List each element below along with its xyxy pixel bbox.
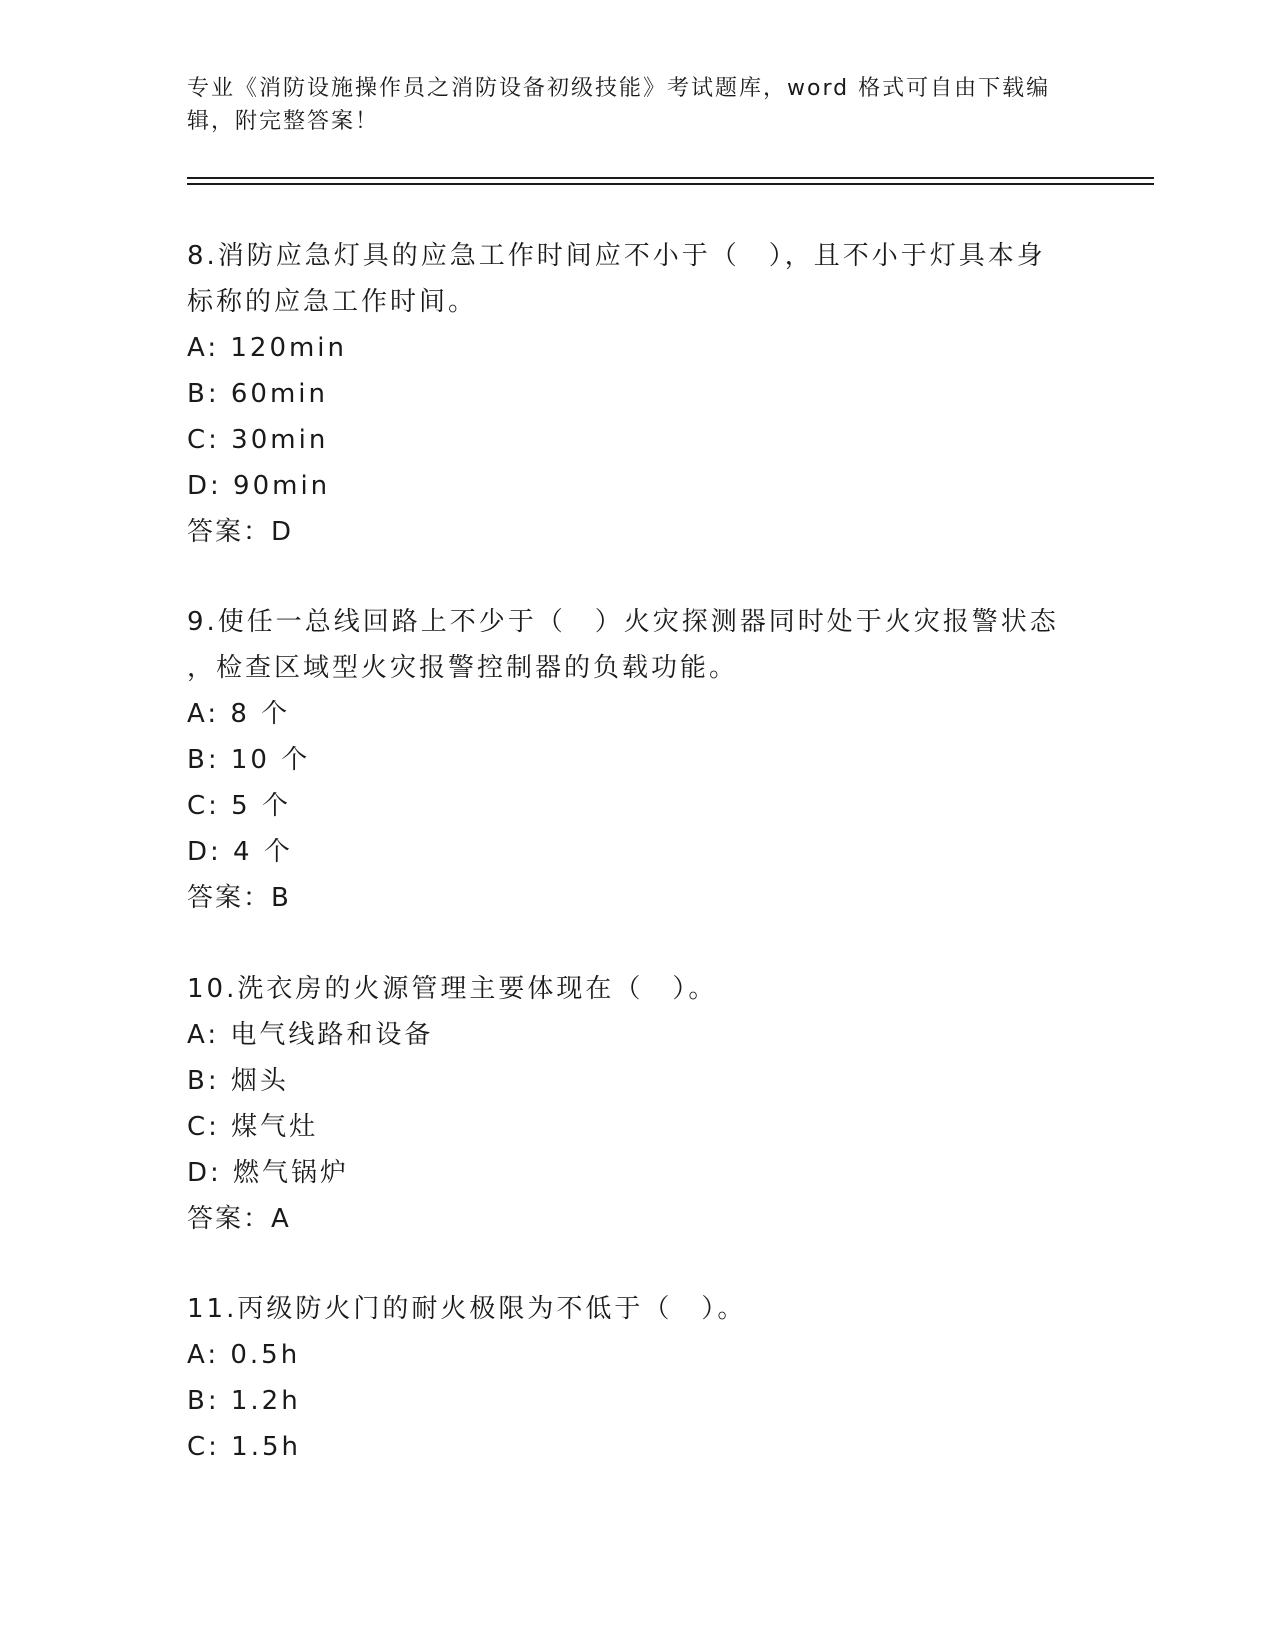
question-10 bbox=[187, 966, 1087, 1242]
question-stem: 10.洗衣房的火源管理主要体现在（ ）。 bbox=[187, 974, 718, 1004]
option-b: B: 1.2h bbox=[187, 1386, 301, 1416]
header-divider-top bbox=[187, 177, 1154, 179]
option-c: C: 1.5h bbox=[187, 1432, 302, 1462]
option-d: D: 4 个 bbox=[187, 837, 293, 867]
option-b: B: 60min bbox=[187, 379, 328, 409]
answer: 答案：A bbox=[187, 1204, 291, 1234]
question-stem: 11.丙级防火门的耐火极限为不低于（ ）。 bbox=[187, 1294, 747, 1324]
option-c: C: 煤气灶 bbox=[187, 1112, 319, 1142]
option-d: D: 燃气锅炉 bbox=[187, 1158, 350, 1188]
question-stem: 8.消防应急灯具的应急工作时间应不小于（ ），且不小于灯具本身 标称的应急工作时间。 bbox=[187, 241, 1046, 317]
document-header bbox=[187, 72, 1067, 138]
answer: 答案：D bbox=[187, 517, 294, 547]
header-line-2: 辑，附完整答案！ bbox=[187, 109, 380, 134]
option-c: C: 5 个 bbox=[187, 791, 291, 821]
option-b: B: 10 个 bbox=[187, 745, 311, 775]
option-d: D: 90min bbox=[187, 471, 331, 501]
question-9 bbox=[187, 599, 1087, 921]
question-stem: 9.使任一总线回路上不少于（ ）火灾探测器同时处于火灾报警状态 ，检查区域型火灾报警控制器的负载功能。 bbox=[187, 607, 1059, 683]
option-a: A: 0.5h bbox=[187, 1340, 301, 1370]
option-a: A: 8 个 bbox=[187, 699, 291, 729]
header-line-1: 专业《消防设施操作员之消防设备初级技能》考试题库，word 格式可自由下载编 bbox=[187, 76, 1051, 101]
header-divider-bottom bbox=[187, 183, 1154, 185]
option-c: C: 30min bbox=[187, 425, 329, 455]
option-a: A: 120min bbox=[187, 333, 348, 363]
answer: 答案：B bbox=[187, 883, 291, 913]
question-11 bbox=[187, 1286, 1087, 1470]
option-a: A: 电气线路和设备 bbox=[187, 1020, 434, 1050]
option-b: B: 烟头 bbox=[187, 1066, 289, 1096]
question-8 bbox=[187, 233, 1087, 555]
